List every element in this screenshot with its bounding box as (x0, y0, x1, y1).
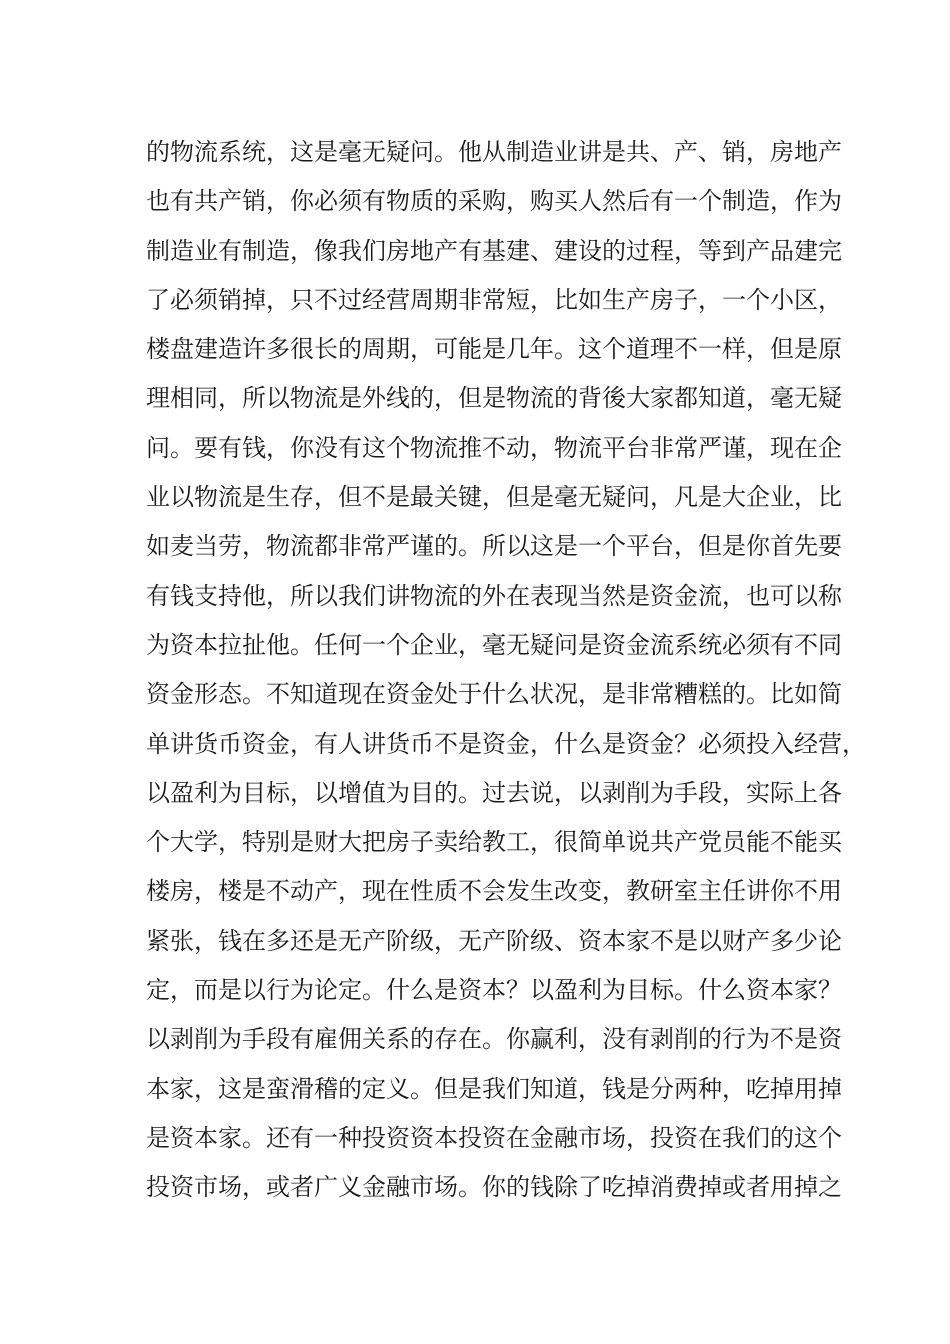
text-line: 是资本家。还有一种投资资本投资在金融市场，投资在我们的这个 (146, 1123, 842, 1152)
text-line: 如麦当劳，物流都非常严谨的。所以这是一个平台，但是你首先要 (146, 532, 842, 561)
text-line: 有钱支持他，所以我们讲物流的外在表现当然是资金流，也可以称 (146, 581, 842, 610)
text-line: 以盈利为目标，以增值为目的。过去说，以剥削为手段，实际上各 (146, 778, 842, 807)
text-line: 的物流系统，这是毫无疑问。他从制造业讲是共、产、销，房地产 (146, 138, 842, 166)
text-line: 楼盘建造许多很长的周期，可能是几年。这个道理不一样，但是原 (146, 335, 842, 364)
text-line: 投资市场，或者广义金融市场。你的钱除了吃掉消费掉或者用掉之 (146, 1173, 842, 1202)
document-body (146, 128, 866, 1213)
text-line: 紧张，钱在多还是无产阶级，无产阶级、资本家不是以财产多少论 (146, 926, 842, 955)
text-line: 定，而是以行为论定。什么是资本？以盈利为目标。什么资本家？ (146, 976, 842, 1005)
text-line: 为资本拉扯他。任何一个企业，毫无疑问是资金流系统必须有不同 (146, 630, 842, 659)
text-line: 理相同，所以物流是外线的，但是物流的背後大家都知道，毫无疑 (146, 384, 842, 413)
text-line: 本家，这是蛮滑稽的定义。但是我们知道，钱是分两种，吃掉用掉 (146, 1074, 842, 1103)
text-line: 业以物流是生存，但不是最关键，但是毫无疑问，凡是大企业，比 (146, 483, 842, 512)
text-line: 楼房，楼是不动产，现在性质不会发生改变，教研室主任讲你不用 (146, 877, 842, 906)
text-line: 以剥削为手段有雇佣关系的存在。你赢利，没有剥削的行为不是资 (146, 1025, 842, 1054)
text-line: 问。要有钱，你没有这个物流推不动，物流平台非常严谨，现在企 (146, 433, 842, 462)
text-line: 了必须销掉，只不过经营周期非常短，比如生产房子，一个小区， (146, 285, 842, 314)
text-line: 单讲货币资金，有人讲货币不是资金，什么是资金？必须投入经营， (146, 729, 866, 758)
text-line: 制造业有制造，像我们房地产有基建、建设的过程，等到产品建完 (146, 236, 842, 265)
text-line: 个大学，特别是财大把房子卖给教工，很简单说共产党员能不能买 (146, 828, 842, 857)
text-line: 也有共产销，你必须有物质的采购，购买人然后有一个制造，作为 (146, 187, 842, 216)
text-line: 资金形态。不知道现在资金处于什么状况，是非常糟糕的。比如简 (146, 680, 842, 709)
